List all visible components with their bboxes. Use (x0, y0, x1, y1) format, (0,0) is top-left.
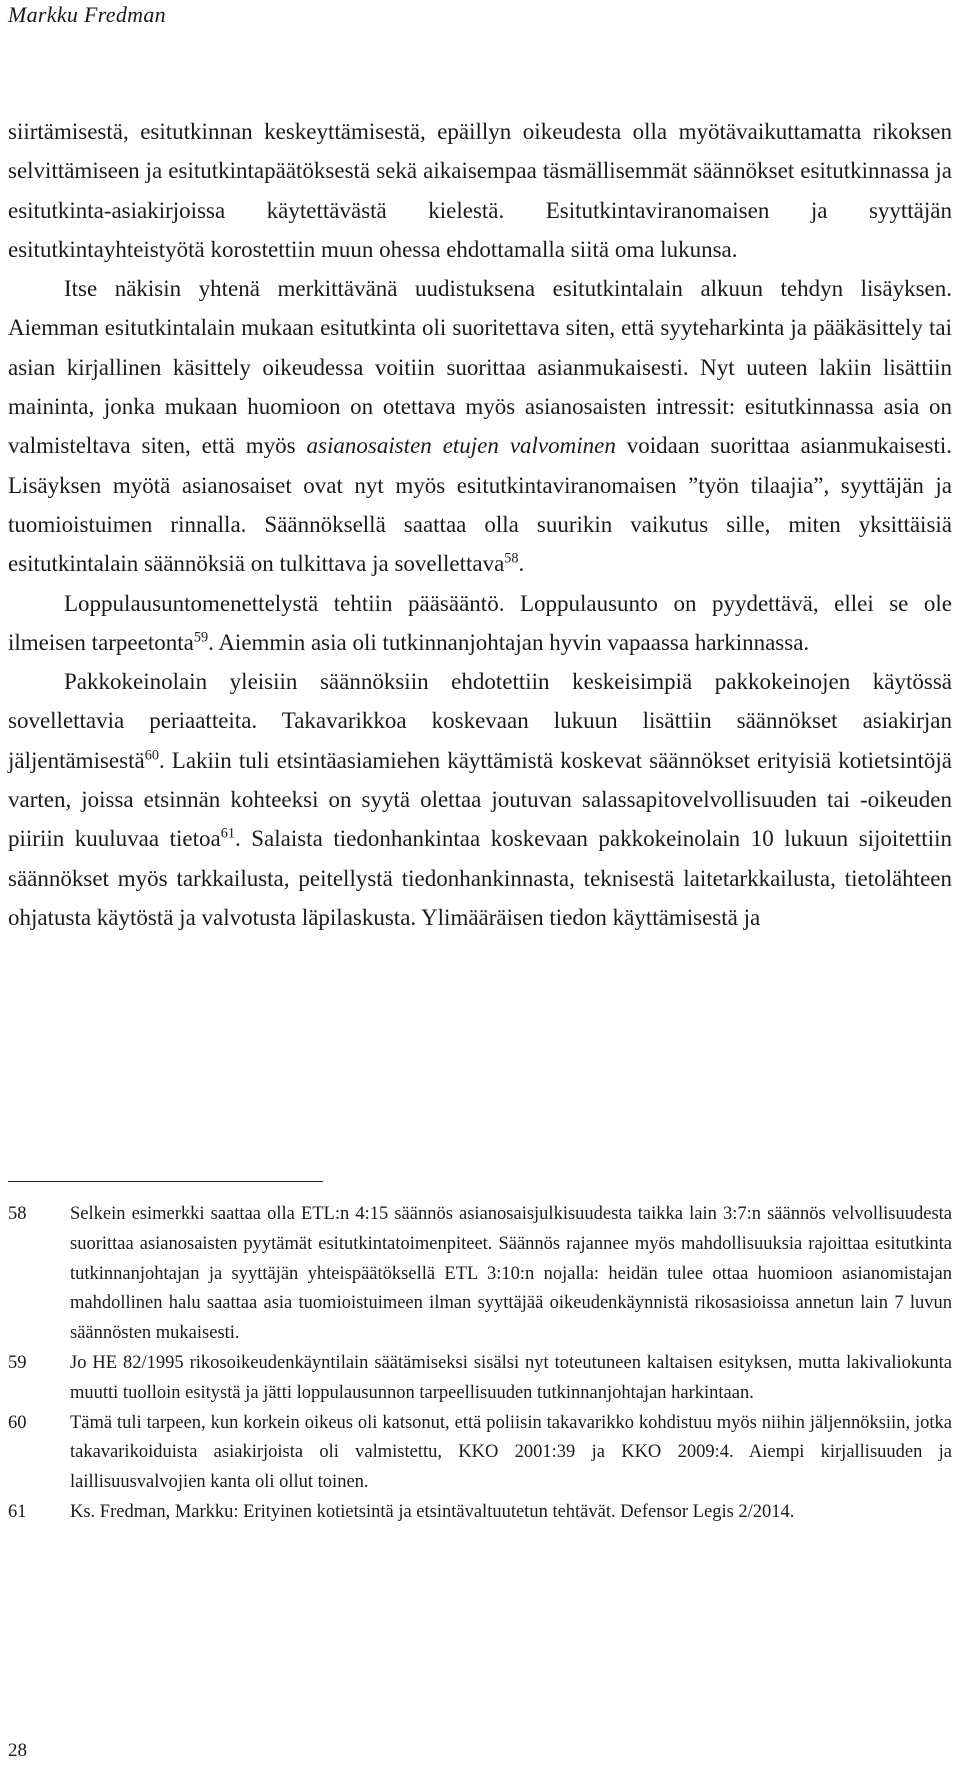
paragraph-2-text-a: Itse näkisin yhtenä merkittävänä uudistuksena esitutkintalain alkuun tehdyn lisäyksen. Aiemman esitutkintalain mukaan esitutkinta oli suoritettava siten, että syyteharkinta ja pääkäsittely tai asian kirjallinen käsittely oikeudessa voitiin suorittaa asianmukaisesti. Nyt uuteen lakiin lisättiin maininta, jonka mukaan huomioon on otettava myös asianosaisten intressit: esitutkinnassa asia on valmisteltava siten, että myös (8, 276, 952, 459)
footnote-divider (8, 1181, 323, 1182)
paragraph-2 (8, 269, 952, 583)
running-head-author: Markku Fredman (8, 2, 166, 27)
footnote-59 (8, 1349, 952, 1409)
footnote-ref-59[interactable]: 59 (193, 629, 209, 646)
footnote-number: 60 (8, 1412, 27, 1433)
footnote-text: Ks. Fredman, Markku: Erityinen kotietsintä ja etsintävaltuutetun tehtävät. Defensor Legis 2/2014. (70, 1501, 795, 1522)
footnote-number: 58 (8, 1204, 27, 1224)
paragraph-3-text-a: Loppulausuntomenettelystä tehtiin pääsääntö. Loppulausunto on pyydettävä, ellei se ole ilmeisen tarpeetonta (8, 590, 952, 655)
paragraph-1: siirtämisestä, esitutkinnan keskeyttämisestä, epäillyn oikeudesta olla myötävaikuttamatta rikoksen selvittämiseen ja esitutkintapäätöksestä sekä aikaisempaa täsmällisemmät säännökset esitutkinnassa ja esitutkinta-asiakirjoissa käytettävästä kielestä. Esitutkintaviranomaisen ja syyttäjän esitutkintayhteistyötä korostettiin muun ohessa ehdottamalla siitä oma lukunsa. (8, 119, 952, 262)
paragraph-2-text-b: voidaan suorittaa asianmukaisesti. Lisäyksen myötä asianosaiset ovat nyt myös esitutkintaviranomaisen ”työn tilaajia”, syyttäjän ja tuomioistuimen rinnalla. Säännöksellä saattaa olla suurikin vaikutus sille, miten yksittäisiä esitutkintalain säännöksiä on tulkittava ja sovellettava (8, 433, 952, 577)
page-number: 28 (8, 1740, 27, 1761)
paragraph-4 (8, 662, 952, 937)
footnote-number: 59 (8, 1352, 27, 1373)
paragraph-3 (8, 584, 952, 663)
footnote-60 (8, 1409, 952, 1498)
paragraph-4-text-a: Pakkokeinolain yleisiin säännöksiin ehdotettiin keskeisimpiä pakkokeinojen käytössä sovellettavia periaatteita. Takavarikkoa koskevaan lukuun lisättiin säännökset asiakirjan jäljentämisestä (8, 669, 952, 773)
footnote-number: 61 (8, 1501, 27, 1522)
footnote-ref-58[interactable]: 58 (504, 550, 519, 567)
paragraph-2-end: . (518, 551, 525, 577)
footnote-61 (8, 1498, 952, 1528)
footnote-ref-60[interactable]: 60 (144, 747, 159, 764)
paragraph-4-text-c: . Salaista tiedonhankintaa koskevaan pakkokeinolain 10 lukuun sijoitettiin säännökset myös tarkkailusta, peitellystä tiedonhankinnasta, teknisestä laitetarkkailusta, tietolähteen ohjatusta käytöstä ja valvotusta läpilaskusta. Ylimääräisen tiedon käyttämisestä ja (8, 826, 952, 930)
body-text (8, 112, 952, 937)
paragraph-4-text-b: . Lakiin tuli etsintäasiamiehen käyttämistä koskevat säännökset erityisiä kotietsintöjä varten, joissa etsinnän kohteeksi on syytä olettaa joutuvan salassapitovelvollisuuden tai -oikeuden piiriin kuuluvaa tietoa (8, 747, 952, 852)
emphasis-text: asianosaisten etujen valvominen (306, 433, 616, 459)
footnote-text: Selkein esimerkki saattaa olla ETL:n 4:15 säännös asianosaisjulkisuudesta taikka lain 3:7:n säännös velvollisuudesta suorittaa asianosaisten pyytämät esitutkintatoimenpiteet. Säännös rajannee myös mahdollisuuksia rajoittaa esitutkinta tutkinnanjohtajan ja syyttäjän yhteispäätöksellä ETL 3:10:n nojalla: heidän tulee ottaa huomioon asianomistajan mahdollinen halu saattaa asia tuomioistuimeen ilman syyttäjää oikeudenkäynnistä rikosasioissa annetun lain 7 luvun säännösten mukaisesti. (70, 1204, 952, 1344)
footnote-58 (8, 1200, 952, 1349)
footnotes (8, 1200, 952, 1528)
footnote-ref-61[interactable]: 61 (220, 825, 235, 842)
paragraph-3-text-b: . Aiemmin asia oli tutkinnanjohtajan hyvin vapaassa harkinnassa. (208, 629, 810, 655)
footnote-text: Jo HE 82/1995 rikosoikeudenkäyntilain säätämiseksi sisälsi nyt toteutuneen kaltaisen esityksen, mutta lakivaliokunta muutti tuolloin esitystä ja jätti loppulausunnon tarpeellisuuden tutkinnanjohtajan harkintaan. (70, 1352, 952, 1403)
footnote-text: Tämä tuli tarpeen, kun korkein oikeus oli katsonut, että poliisin takavarikko kohdistuu myös niihin jäljennöksiin, jotka takavarikoiduista asiakirjoista oli valmistettu, KKO 2001:39 ja KKO 2009:4. Aiempi kirjallisuuden ja laillisuusvalvojien kanta oli ollut toinen. (70, 1412, 952, 1493)
